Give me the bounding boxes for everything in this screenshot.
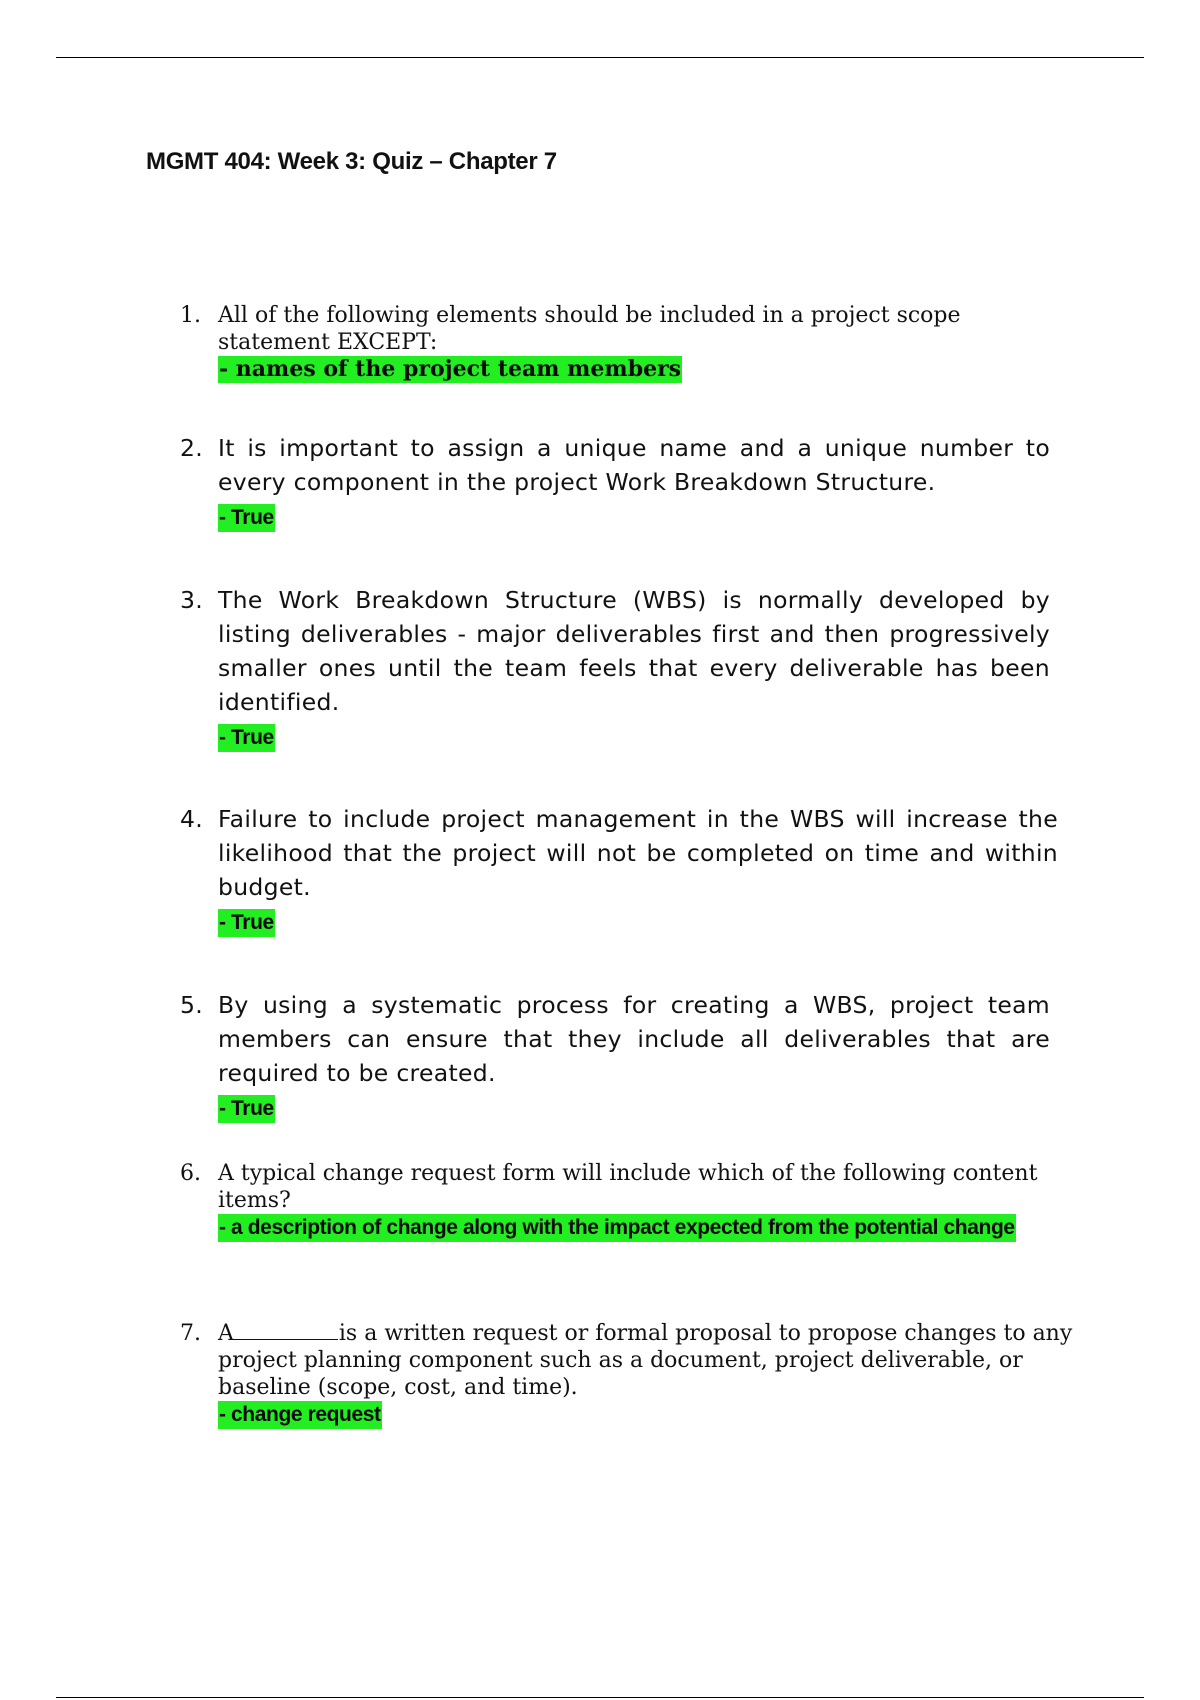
answer-highlight: - a description of change along with the impact expected from the potential change (218, 1214, 1016, 1242)
answer-highlight: - names of the project team members (219, 356, 682, 382)
fill-in-blank (234, 1321, 338, 1340)
question-3 (180, 583, 1060, 753)
question-text: Failure to include project management in the WBS will increase the likelihood that the project will not be completed on time and within budget. (218, 805, 1058, 901)
question-number: 1. (180, 303, 201, 328)
question-1 (180, 302, 1060, 383)
question-number: 3. (180, 586, 204, 614)
answer-highlight: - True (218, 909, 275, 937)
answer-highlight: - change request (218, 1401, 382, 1429)
question-text-after-blank: is a written request or formal proposal to propose changes to any project planning component such as a document, project deliverable, or baseline (scope, cost, and time). (218, 1321, 1073, 1400)
question-text: All of the following elements should be included in a project scope statement EXCEPT: (218, 303, 961, 355)
question-number: 4. (180, 805, 204, 833)
top-rule (56, 57, 1144, 58)
question-text: A typical change request form will include which of the following content items? (218, 1161, 1038, 1213)
question-6 (180, 1160, 1060, 1242)
question-number: 6. (180, 1161, 201, 1186)
question-number: 7. (180, 1321, 201, 1346)
answer-highlight: - True (218, 724, 275, 752)
question-text: It is important to assign a unique name and a unique number to every component in the project Work Breakdown Structure. (218, 434, 1050, 496)
answer-highlight: - True (218, 504, 275, 532)
bottom-rule (56, 1697, 1144, 1698)
answer-highlight: - True (218, 1095, 275, 1123)
question-text (218, 1320, 1078, 1401)
question-text-before-blank: A (218, 1321, 234, 1346)
question-number: 5. (180, 991, 204, 1019)
question-text: The Work Breakdown Structure (WBS) is normally developed by listing deliverables - major deliverables first and then progressively smaller ones until the team feels that every deliverable has been identified. (218, 586, 1050, 716)
question-number: 2. (180, 434, 204, 462)
page-title: MGMT 404: Week 3: Quiz – Chapter 7 (146, 148, 557, 175)
question-7 (180, 1320, 1073, 1429)
question-4 (180, 802, 1060, 938)
question-2 (180, 431, 1060, 533)
question-5 (180, 988, 1060, 1124)
question-text: By using a systematic process for creating a WBS, project team members can ensure that they include all deliverables that are required to be created. (218, 991, 1050, 1087)
